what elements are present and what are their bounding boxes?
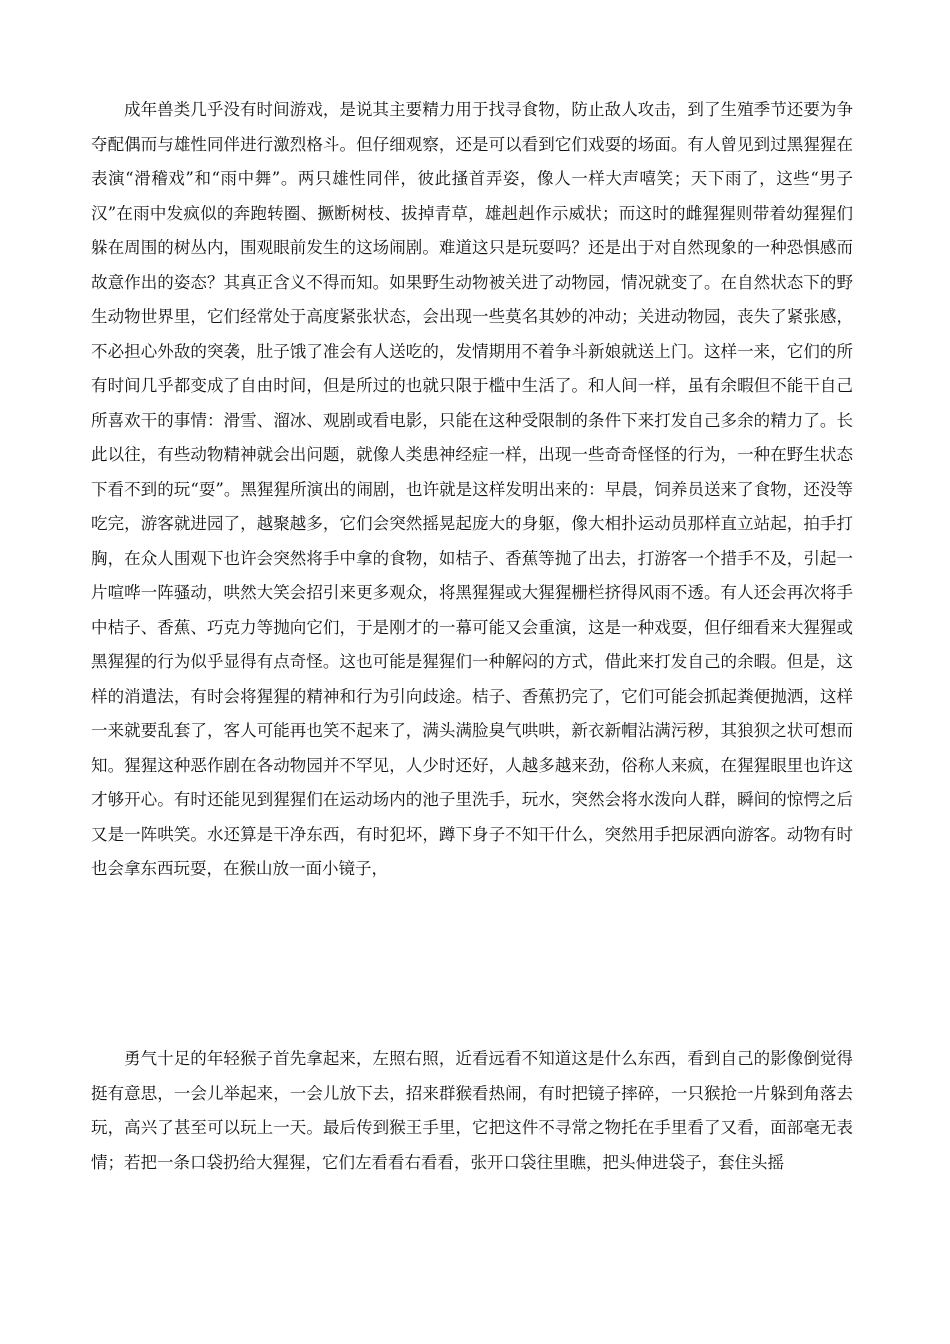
body-paragraph-2: 勇气十足的年轻猴子首先拿起来，左照右照，近看远看不知道这是什么东西，看到自己的影像倒觉得挺有意思，一会儿举起来，一会儿放下去，招来群猴看热闹，有时把镜子摔碎，一只猴抢一片躲到角落去玩，高兴了甚至可以玩上一天。最后传到猴王手里，它把这件不寻常之物托在手里看了又看，面部毫无表情；若把一条口袋扔给大猩猩，它们左看看右看看，张开口袋往里瞧，把头伸进袋子，套住头摇 (91, 1049, 853, 1172)
body-paragraph-1: 成年兽类几乎没有时间游戏，是说其主要精力用于找寻食物，防止敌人攻击，到了生殖季节还要为争夺配偶而与雄性同伴进行激烈格斗。但仔细观察，还是可以看到它们戏耍的场面。有人曾见到过黑猩猩在表演“滑稽戏”和“雨中舞”。两只雄性同伴，彼此搔首弄姿，像人一样大声嘻笑；天下雨了，这些“男子汉”在雨中发疯似的奔跑转圈、撅断树枝、拔掉青草，雄赳赳作示威状；而这时的雌猩猩则带着幼猩猩们躲在周围的树丛内，围观眼前发生的这场闹剧。难道这只是玩耍吗？还是出于对自然现象的一种恐惧感而故意作出的姿态？其真正含义不得而知。如果野生动物被关进了动物园，情况就变了。在自然状态下的野生动物世界里，它们经常处于高度紧张状态，会出现一些莫名其妙的冲动；关进动物园，丧失了紧张感，不必担心外敌的突袭，肚子饿了准会有人送吃的，发情期用不着争斗新娘就送上门。这样一来，它们的所有时间几乎都变成了自由时间，但是所过的也就只限于槛中生活了。和人间一样，虽有余暇但不能干自己所喜欢干的事情：滑雪、溜冰、观剧或看电影，只能在这种受限制的条件下来打发自己多余的精力了。长此以往，有些动物精神就会出问题，就像人类患神经症一样，出现一些奇奇怪怪的行为，一种在野生状态下看不到的玩“耍”。黑猩猩所演出的闹剧，也许就是这样发明出来的：早晨，饲养员送来了食物，还没等吃完，游客就进园了，越聚越多，它们会突然摇晃起庞大的身躯，像大相扑运动员那样直立站起，拍手打胸，在众人围观下也许会突然将手中拿的食物，如桔子、香蕉等抛了出去，打游客一个措手不及，引起一片喧哗一阵骚动，哄然大笑会招引来更多观众，将黑猩猩或大猩猩栅栏挤得风雨不透。有人还会再次将手中桔子、香蕉、巧克力等抛向它们，于是刚才的一幕可能又会重演，这是一种戏耍，但仔细看来大猩猩或黑猩猩的行为似乎显得有点奇怪。这也可能是猩猩们一种解闷的方式，借此来打发自己的余暇。但是，这样的消遣法，有时会将猩猩的精神和行为引向歧途。桔子、香蕉扔完了，它们可能会抓起粪便抛洒，这样一来就要乱套了，客人可能再也笑不起来了，满头满脸臭气哄哄，新衣新帽沾满污秽，其狼狈之状可想而知。猩猩这种恶作剧在各动物园并不罕见，人少时还好，人越多越来劲，俗称人来疯，在猩猩眼里也许这才够开心。有时还能见到猩猩们在运动场内的池子里洗手，玩水，突然会将水泼向人群，瞬间的惊愕之后又是一阵哄笑。水还算是干净东西，有时犯坏，蹲下身子不知干什么，突然用手把尿洒向游客。动物有时也会拿东西玩耍，在猴山放一面小镜子， (91, 100, 853, 878)
